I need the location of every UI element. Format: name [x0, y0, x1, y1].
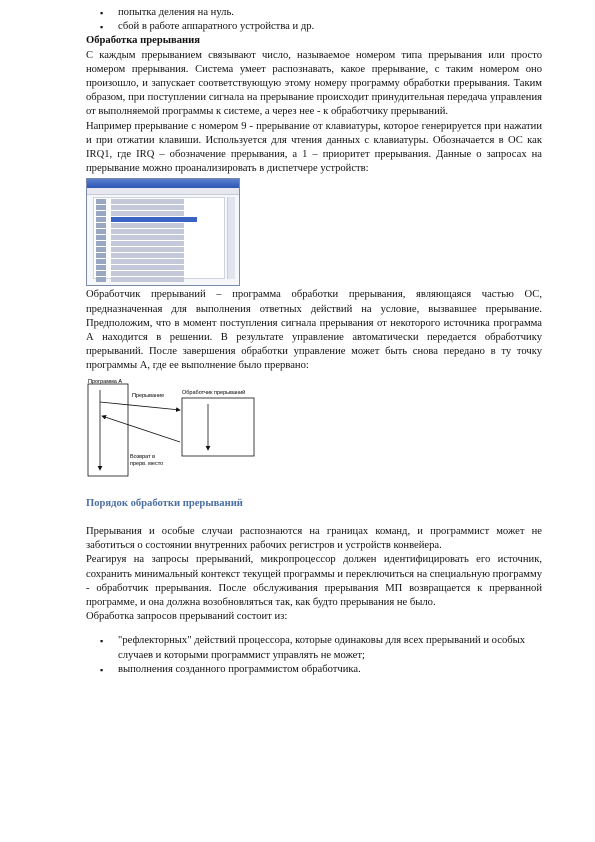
paragraph-microprocessor: Реагируя на запросы прерываний, микропроцессор должен идентифицировать его источник, сохранить минимальный контекст текущей программы и переключиться на специальную программу - обработчик прерывания. После обслуживания прерывания МП возвращается к прерванной программе, и она должна возобновляться так, как будто прерывания не было.: [86, 554, 542, 609]
paragraph-keyboard-example: Например прерывание с номером 9 - прерывание от клавиатуры, которое генерируется при нажатии и при отжатии клавиши. Используется для чтения данных с клавиатуры. Обозначается в ОС как IRQ1, где IRQ – обозначение прерывания, а 1 – приоритет прерывания. Данные о запросах на прерывание можно проанализировать в диспетчере устройств:: [86, 120, 542, 175]
program-a-label: Программа А: [88, 378, 123, 385]
paragraph-interrupt-number: С каждым прерыванием связывают число, называемое номером типа прерывания или просто номером прерывания. Система умеет распознавать, какое прерывание, с таким номером оно произошло, и запускает соответствующую этому номеру программу обработки прерывания. Таким образом, при поступлении сигнала на прерывание происходит принудительная передача управления от выполняемой программы к системе, а через нее - к обработчику прерываний.: [86, 49, 542, 118]
handler-box: [182, 398, 254, 456]
return-arrow: [102, 416, 180, 442]
window-menubar: [87, 188, 239, 195]
paragraph-boundaries: Прерывания и особые случаи распознаются на границах команд, и программист может не заботиться о состоянии внутренних рабочих регистров и устройств конвейера.: [86, 526, 542, 552]
top-bullet-list: [86, 6, 542, 34]
list-item: ▪ "рефлекторных" действий процессора, которые одинаковы для всех прерываний и особых случаев и которыми программист управлять не может;: [86, 634, 542, 662]
list-item: ▪ выполнения созданного программистом обработчика.: [86, 663, 542, 677]
program-a-box: [88, 384, 128, 476]
scrollbar: [227, 197, 235, 279]
list-item: ▪ попытка деления на нуль.: [86, 6, 542, 20]
section-title: Порядок обработки прерываний: [86, 497, 243, 509]
bottom-bullet-list: [86, 634, 542, 677]
return-label-line1: Возврат в: [130, 453, 156, 460]
handler-label: Обработчик прерываний: [182, 389, 246, 396]
interrupt-flow-diagram: [86, 378, 266, 478]
paragraph-consists-of: Обработка запросов прерываний состоит из:: [86, 611, 288, 623]
document-body: [86, 6, 542, 677]
window-titlebar: [87, 179, 239, 188]
device-manager-screenshot: [86, 178, 240, 286]
paragraph-interrupt-handler: Обработчик прерываний – программа обработки прерывания, являющаяся частью ОС, предназначенная для выполнения ответных действий на условие, вызвавшее прерывание. Предположим, что в момент поступления сигнала прерывания от некоторого источника программа А находится в решении. В результате управление автоматически передается обработчику прерываний. После завершения обработки управление может быть снова передано в ту точку программы А, где ее выполнение было прервано:: [86, 289, 542, 372]
heading-interrupt-processing: Обработка прерывания: [86, 35, 200, 47]
device-tree: [93, 197, 225, 279]
list-item: ▪ сбой в работе аппаратного устройства и др.: [86, 20, 542, 34]
interrupt-arrow: [100, 402, 180, 410]
return-label-line2: прерв. место: [130, 460, 164, 467]
interrupt-label: Прерывание: [132, 392, 165, 399]
